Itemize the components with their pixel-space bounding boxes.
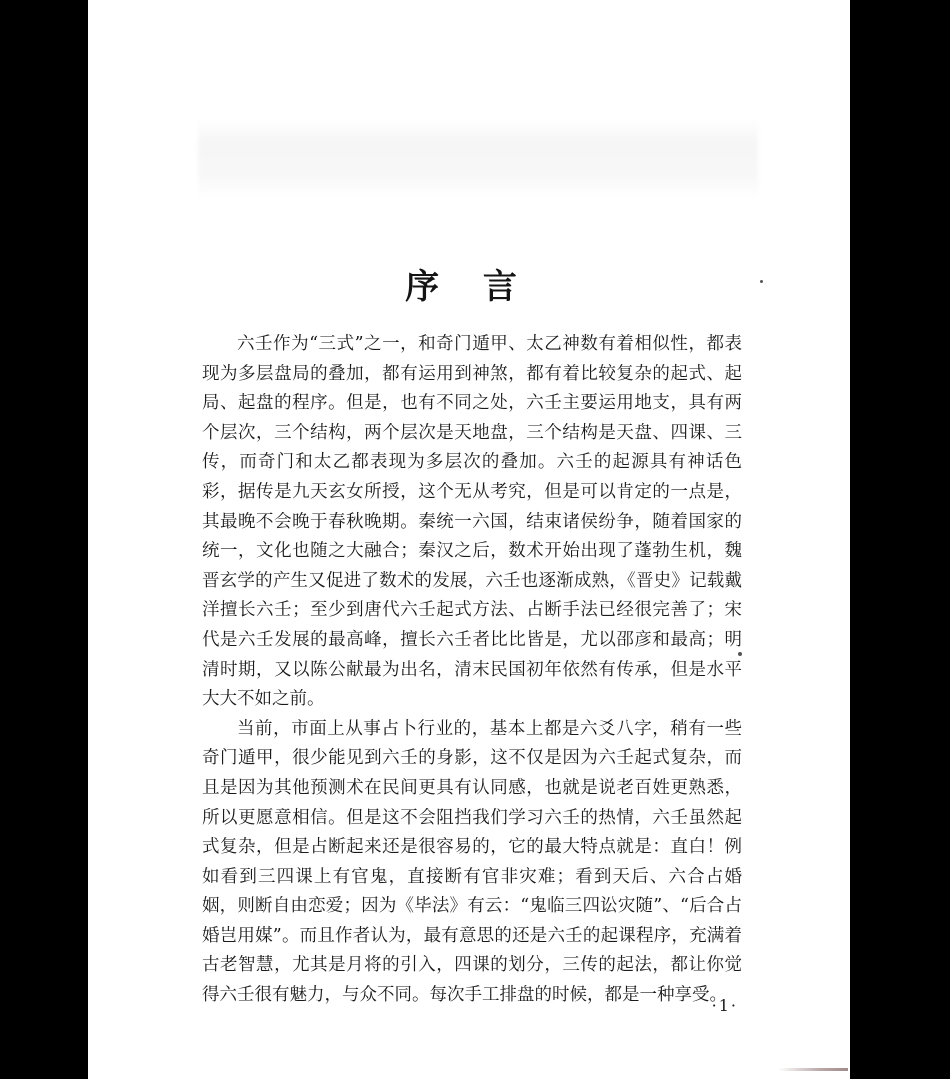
page-number: ·1·	[711, 996, 738, 1015]
scan-speck	[738, 652, 742, 656]
paragraph: 六壬作为“三式”之一，和奇门遁甲、太乙神数有着相似性，都表现为多层盘局的叠加，都有运用到神煞，都有着比较复杂的起式、起局、起盘的程序。但是，也有不同之处，六壬主要运用地支，具有两个层次，三个结构，两个层次是天地盘，三个结构是天盘、四课、三传，而奇门和太乙都表现为多层次的叠加。六壬的起源具有神话色彩，据传是九天玄女所授，这个无从考究，但是可以肯定的一点是，其最晚不会晚于春秋晚期。秦统一六国，结束诸侯纷争，随着国家的统一，文化也随之大融合；秦汉之后，数术开始出现了蓬勃生机，魏晋玄学的产生又促进了数术的发展，六壬也逐渐成熟，《晋史》记载戴洋擅长六壬；至少到唐代六壬起式方法、占断手法已经很完善了；宋代是六壬发展的最高峰，擅长六壬者比比皆是，尤以邵彦和最高；明清时期，又以陈公献最为出名，清末民国初年依然有传承，但是水平大大不如之前。	[202, 334, 742, 710]
scan-speck	[760, 280, 763, 283]
document-page	[88, 0, 850, 1079]
preface-body	[202, 330, 742, 1011]
scan-artifact	[198, 118, 758, 198]
page-title: 序 言	[405, 266, 533, 307]
paragraph: 当前，市面上从事占卜行业的，基本上都是六爻八字，稍有一些奇门遁甲，很少能见到六壬的身影，这不仅是因为六壬起式复杂，而且是因为其他预测术在民间更具有认同感，也就是说老百姓更熟悉，所以更愿意相信。但是这不会阻挡我们学习六壬的热情，六壬虽然起式复杂，但是占断起来还是很容易的，它的最大特点就是：直白！例如看到三四课上有官鬼，直接断有官非灾难；看到天后、六合占婚姻，则断自由恋爱；因为《毕法》有云：“鬼临三四讼灾随”、“后合占婚岂用媒”。而且作者认为，最有意思的还是六壬的起课程序，充满着古老智慧，尤其是月将的引入，四课的划分，三传的起法，都让你觉得六壬很有魅力，与众不同。每次手工排盘的时候，都是一种享受。	[202, 718, 742, 1006]
scan-edge-mark	[778, 1068, 848, 1071]
